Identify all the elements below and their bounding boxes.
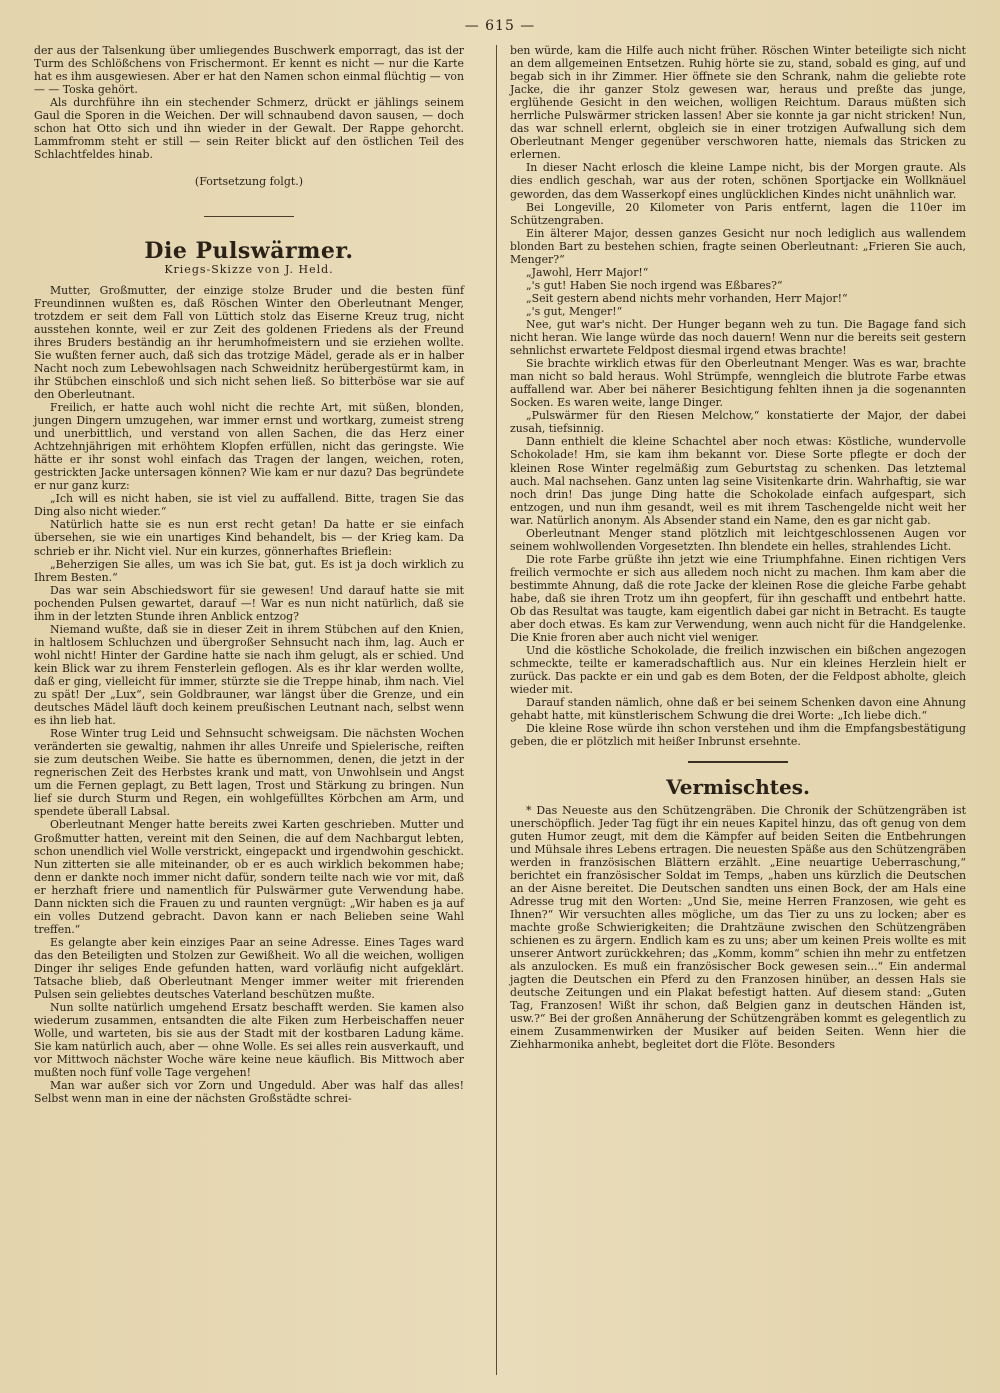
right-column (510, 44, 966, 1051)
story-paragraph: „'s gut! Haben Sie noch irgend was Eßbares?“ (526, 278, 783, 292)
story-paragraph: „'s gut, Menger!“ (526, 304, 623, 318)
story-paragraph: ben würde, kam die Hilfe auch nicht früher. Röschen Winter beteiligte sich nicht an dem allgemeinen Entsetzen. Ruhig hörte sie zu, stand, sobald es ging, auf und begab sich in ihr Zimmer. Hier öffnete sie den Schrank, nahm die geliebte rote Jacke, die ihr ganzer Stolz gewesen war, heraus und preßte das junge, erglühende Gesicht in den weichen, wolligen Reichtum. Daraus müßten sich herrliche Pulswärmer stricken lassen! Aber sie konnte ja gar nicht stricken! Nun, das war schnell erlernt, obgleich sie in einer trotzigen Aufwallung sich dem Oberleutnant Menger gegenüber verschworen hatte, niemals das Stricken zu erlernen. (510, 44, 966, 162)
story-paragraph: Bei Longeville, 20 Kilometer von Paris entfernt, lagen die 110er im Schützengraben. (510, 200, 966, 227)
separator-rule (204, 216, 294, 217)
story-paragraph: Dann enthielt die kleine Schachtel aber noch etwas: Köstliche, wundervolle Schokolade! Hm, sie kam ihm bekannt vor. Diese Sorte pflegte er doch der kleinen Rose Winter regelmäßig zum Geburtstag zu schenken. Das letztemal auch. Mal nachsehen. Ganz unten lag seine Visitenkarte drin. Wahrhaftig, sie war noch drin! Das junge Ding hatte die Schokolade einfach aufgespart, sich entzogen, und nun ihm gesandt, weil es mit ihrem Taschengelde nicht weit her war. Natürlich anonym. Als Absender stand ein Name, den es gar nicht gab. (510, 435, 966, 527)
section-title: Vermischtes. (666, 774, 810, 799)
continued-note: (Fortsetzung folgt.) (194, 175, 304, 189)
story-paragraph: Rose Winter trug Leid und Sehnsucht schweigsam. Die nächsten Wochen veränderten sie gewaltig, nahmen ihr alles Unreife und Spielerische, reiften sie zum deutschen Weibe. Sie hatte es übernommen, denen, die jetzt in der regnerischen Zeit des Herbstes krank und matt, von Unwohlsein und Angst um die Fernen geplagt, zu Bett lagen, Trost und Stärkung zu bringen. Nun lief sie durch Sturm und Regen, ein wohlgefülltes Körbchen am Arm, und spendete überall Labsal. (34, 727, 464, 819)
page-number: — 615 — (464, 18, 536, 34)
intro-paragraph: der aus der Talsenkung über umliegendes Buschwerk emporragt, das ist der Turm des Schlößchens von Frischermont. Er kennt es nicht — nur die Karte hat es ihm ausgewiesen. Aber er hat den Namen schon einmal flüchtig — von — — Toska gehört. (34, 44, 464, 97)
story-paragraph: Niemand wußte, daß sie in dieser Zeit in ihrem Stübchen auf den Knien, in haltlosem Schluchzen und übergroßer Sehnsucht nach ihm, lag. Auch er wohl nicht! Hinter der Gardine hatte sie nach ihm gelugt, als er schied. Und kein Blick war zu ihrem Fensterlein geflogen. Als es ihr klar werden wollte, daß er ging, vielleicht für immer, stürzte sie die Treppe hinab, ihm nach. Viel zu spät! Der „Lux“, sein Goldbrauner, war längst über die Grenze, und ein deutsches Mädel läuft doch keinem preußischen Leutnant nach, selbst wenn es ihn lieb hat. (34, 622, 464, 728)
story-paragraph: Freilich, er hatte auch wohl nicht die rechte Art, mit süßen, blonden, jungen Dingern umzugehen, war immer ernst und wortkarg, zumeist streng und unerbittlich, und verstand von allen Sachen, die das Herz einer Achtzehnjährigen mit erhöhtem Klopfen erfüllen, nicht das geringste. Wie hätte er ihr sonst wohl einfach das Tragen der langen, weichen, roten, gestrickten Jacke untersagen können? Wie kam er nur dazu? Das begründete er nur ganz kurz: (34, 400, 464, 493)
story-paragraph: Sie brachte wirklich etwas für den Oberleutnant Menger. Was es war, brachte man nicht so bald heraus. Wohl Strümpfe, wenngleich die blutrote Farbe etwas auffallend war. Aber bei näherer Besichtigung fehlten ihnen ja die sogenannten Socken. Es waren weite, lange Dinger. (510, 357, 966, 410)
story-paragraph: Das war sein Abschiedswort für sie gewesen! Und darauf hatte sie mit pochenden Pulsen gewartet, darauf —! War es nun nicht natürlich, daß sie ihm in der letzten Stunde ihren Anblick entzog? (34, 583, 464, 623)
story-paragraph: Darauf standen nämlich, ohne daß er bei seinem Schenken davon eine Ahnung gehabt hatte, mit künstlerischem Schwung die drei Worte: „Ich liebe dich.“ (510, 696, 966, 723)
story-paragraph: Die rote Farbe grüßte ihn jetzt wie eine Triumphfahne. Einen richtigen Vers freilich vermochte er sich aus alledem noch nicht zu machen. Ihm kam aber die bestimmte Ahnung, daß die rote Jacke der kleinen Rose die gleiche Farbe gehabt habe, daß sie ihren Trotz um ihn geopfert, für ihn geschafft und entbehrt hatte. Ob das Resultat was taugte, kam eigentlich dabei gar nicht in Betracht. Es taugte aber doch etwas. Es kam zur Verwendung, wenn auch nicht für die Handgelenke. Die Knie froren aber auch nicht viel weniger. (510, 552, 966, 645)
story-paragraph: Man war außer sich vor Zorn und Ungeduld. Aber was half das alles! Selbst wenn man in eine der nächsten Großstädte schrei- (34, 1079, 464, 1106)
story-paragraph: In dieser Nacht erlosch die kleine Lampe nicht, bis der Morgen graute. Als dies endlich geschah, war aus der roten, schönen Sportjacke ein Wollknäuel geworden, das dem Wasserkopf eines unglücklichen Kindes nicht unähnlich war. (510, 161, 966, 201)
story-subtitle: Kriegs-Skizze von J. Held. (164, 262, 334, 276)
story-paragraph: „Seit gestern abend nichts mehr vorhanden, Herr Major!“ (526, 291, 848, 305)
story-paragraph: Ein älterer Major, dessen ganzes Gesicht nur noch lediglich aus wallendem blonden Bart zu bestehen schien, fragte seinen Oberleutnant: „Frieren Sie auch, Menger?“ (510, 226, 966, 266)
story-paragraph: Oberleutnant Menger stand plötzlich mit leichtgeschlossenen Augen vor seinem wohlwollenden Vorgesetzten. Ihn blendete ein helles, strahlendes Licht. (510, 526, 966, 553)
story-paragraph: Nun sollte natürlich umgehend Ersatz beschafft werden. Sie kamen also wiederum zusammen, entsandten die alte Fiken zum Herbeischaffen neuer Wolle, und warteten, bis sie aus der Stadt mit der kostbaren Ladung käme. Sie kam natürlich auch, aber — ohne Wolle. Es sei alles rein ausverkauft, und vor Mittwoch nächster Woche wäre keine neue käuflich. Bis Mittwoch aber mußten noch fünf volle Tage vergehen! (34, 1001, 464, 1080)
story-paragraph: Mutter, Großmutter, der einzige stolze Bruder und die besten fünf Freundinnen wußten es, daß Röschen Winter den Oberleutnant Menger, trotzdem er seit dem Fall von Lüttich stolz das Eiserne Kreuz trug, nicht ausstehen konnte, weil er zur Zeit des goldenen Friedens als der Freund ihres Bruders beständig an ihr herumhofmeistern und sie erziehen wollte. Sie wußten ferner auch, daß sich das trotzige Mädel, gerade als er in halber Nacht noch zum Lebewohlsagen nach Schweidnitz herübergestürmt kam, in ihr Stübchen einschloß und sich nicht sehen ließ. So bitterböse war sie auf den Oberleutnant. (34, 283, 464, 401)
story-paragraph: Es gelangte aber kein einziges Paar an seine Adresse. Eines Tages ward das den Beteiligten und Stolzen zur Gewißheit. Wo all die weichen, wolligen Dinger ihr seliges Ende gefunden hatten, ward vorläufig nicht aufgeklärt. Tatsache blieb, daß Oberleutnant Menger immer weiter mit frierenden Pulsen sein geliebtes deutsches Vaterland beschützen mußte. (34, 935, 464, 1002)
story-paragraph: Die kleine Rose würde ihn schon verstehen und ihm die Empfangsbestätigung geben, die er plötzlich mit heißer Inbrunst ersehnte. (510, 722, 966, 749)
separator-rule (688, 761, 788, 763)
story-paragraph: „Ich will es nicht haben, sie ist viel zu auffallend. Bitte, tragen Sie das Ding also nicht wieder.“ (34, 492, 464, 519)
story-paragraph: „Jawohl, Herr Major!“ (526, 265, 649, 279)
column-divider (496, 45, 497, 1375)
misc-paragraph: * Das Neueste aus den Schützengräben. Die Chronik der Schützengräben ist unerschöpflich. Jeder Tag fügt ihr ein neues Kapitel hinzu, das oft genug von dem guten Humor zeugt, mit dem die Kämpfer auf beiden Seiten die Entbehrungen und Mühsale ihres Lebens ertragen. Die neuesten Späße aus den Schützengräben werden in französischen Blättern erzählt. „Eine neuartige Ueberraschung,“ berichtet ein französischer Soldat im Temps, „haben uns kürzlich die Deutschen an der Aisne bereitet. Die Deutschen sandten uns einen Bock, der am Hals eine Adresse trug mit den Worten: „Und Sie, meine Herren Franzosen, wie geht es Ihnen?“ Wir versuchten alles mögliche, um das Tier zu uns zu locken; aber es machte große Schwierigkeiten; die Drahtzäune zwischen den Schützengräben schienen es zu ärgern. Endlich kam es zu uns; aber um keinen Preis wollte es mit unserer Antwort zurückkehren; das „Komm, komm“ schien ihn mehr zu entfetzen als anzulocken. Es muß ein französischer Bock gewesen sein...“ Ein andermal jagten die Deutschen ein Pferd zu den Franzosen hinüber, an dessen Hals sie deutsche Zeitungen und ein Plakat befestigt hatten. Auf diesem stand: „Guten Tag, Franzosen! Wißt ihr schon, daß Belgien ganz in deutschen Händen ist, usw.?“ Bei der großen Annäherung der Schützengräben kommt es gelegentlich zu einem Zusammenwirken der Musiker auf beiden Seiten. Wenn hier die Ziehharmonika anhebt, begleitet dort die Flöte. Besonders (510, 803, 966, 1052)
story-paragraph: Und die köstliche Schokolade, die freilich inzwischen ein bißchen angezogen schmeckte, teilte er kameradschaftlich aus. Nur ein kleines Herzlein hielt er zurück. Das packte er ein und gab es dem Boten, der die Feldpost abholte, gleich wieder mit. (510, 644, 966, 697)
intro-paragraph: Als durchführe ihn ein stechender Schmerz, drückt er jählings seinem Gaul die Sporen in die Weichen. Der will schnaubend davon sausen, — doch schon hat Otto sich und ihn wieder in der Gewalt. Der Rappe gehorcht. Lammfromm steht er still — sein Reiter blickt auf den östlichen Teil des Schlachtfeldes hinab. (34, 96, 464, 162)
story-paragraph: Oberleutnant Menger hatte bereits zwei Karten geschrieben. Mutter und Großmutter hatten, vereint mit den Seinen, die auf dem Nachbargut lebten, schon unendlich viel Wolle verstrickt, eingepackt und irgendwohin geschickt. Nun zitterten sie alle miteinander, ob er es auch wirklich bekommen habe; denn er dankte noch immer nicht dafür, sondern teilte nach wie vor mit, daß er herzhaft friere und namentlich für Pulswärmer gute Verwendung habe. Dann nickten sich die Frauen zu und raunten vergnügt: „Wir haben es ja auf ein volles Dutzend gebracht. Davon kann er nach Belieben seine Wahl treffen.“ (34, 818, 464, 936)
story-paragraph: „Pulswärmer für den Riesen Melchow,“ konstatierte der Major, der dabei zusah, tiefsinnig. (510, 409, 966, 436)
left-column (34, 44, 464, 1106)
story-title: Die Pulswärmer. (144, 238, 354, 265)
story-paragraph: „Beherzigen Sie alles, um was ich Sie bat, gut. Es ist ja doch wirklich zu Ihrem Besten.“ (34, 557, 464, 584)
story-paragraph: Nee, gut war's nicht. Der Hunger begann weh zu tun. Die Bagage fand sich nicht heran. Wie lange würde das noch dauern! Wenn nur die bereits seit gestern sehnlichst erwartete Feldpost diesmal irgend etwas brachte! (510, 317, 966, 358)
story-paragraph: Natürlich hatte sie es nun erst recht getan! Da hatte er sie einfach übersehen, sie wie ein unartiges Kind behandelt, bis — der Krieg kam. Da schrieb er ihr. Nicht viel. Nur ein kurzes, gönnerhaftes Brieflein: (34, 518, 464, 558)
